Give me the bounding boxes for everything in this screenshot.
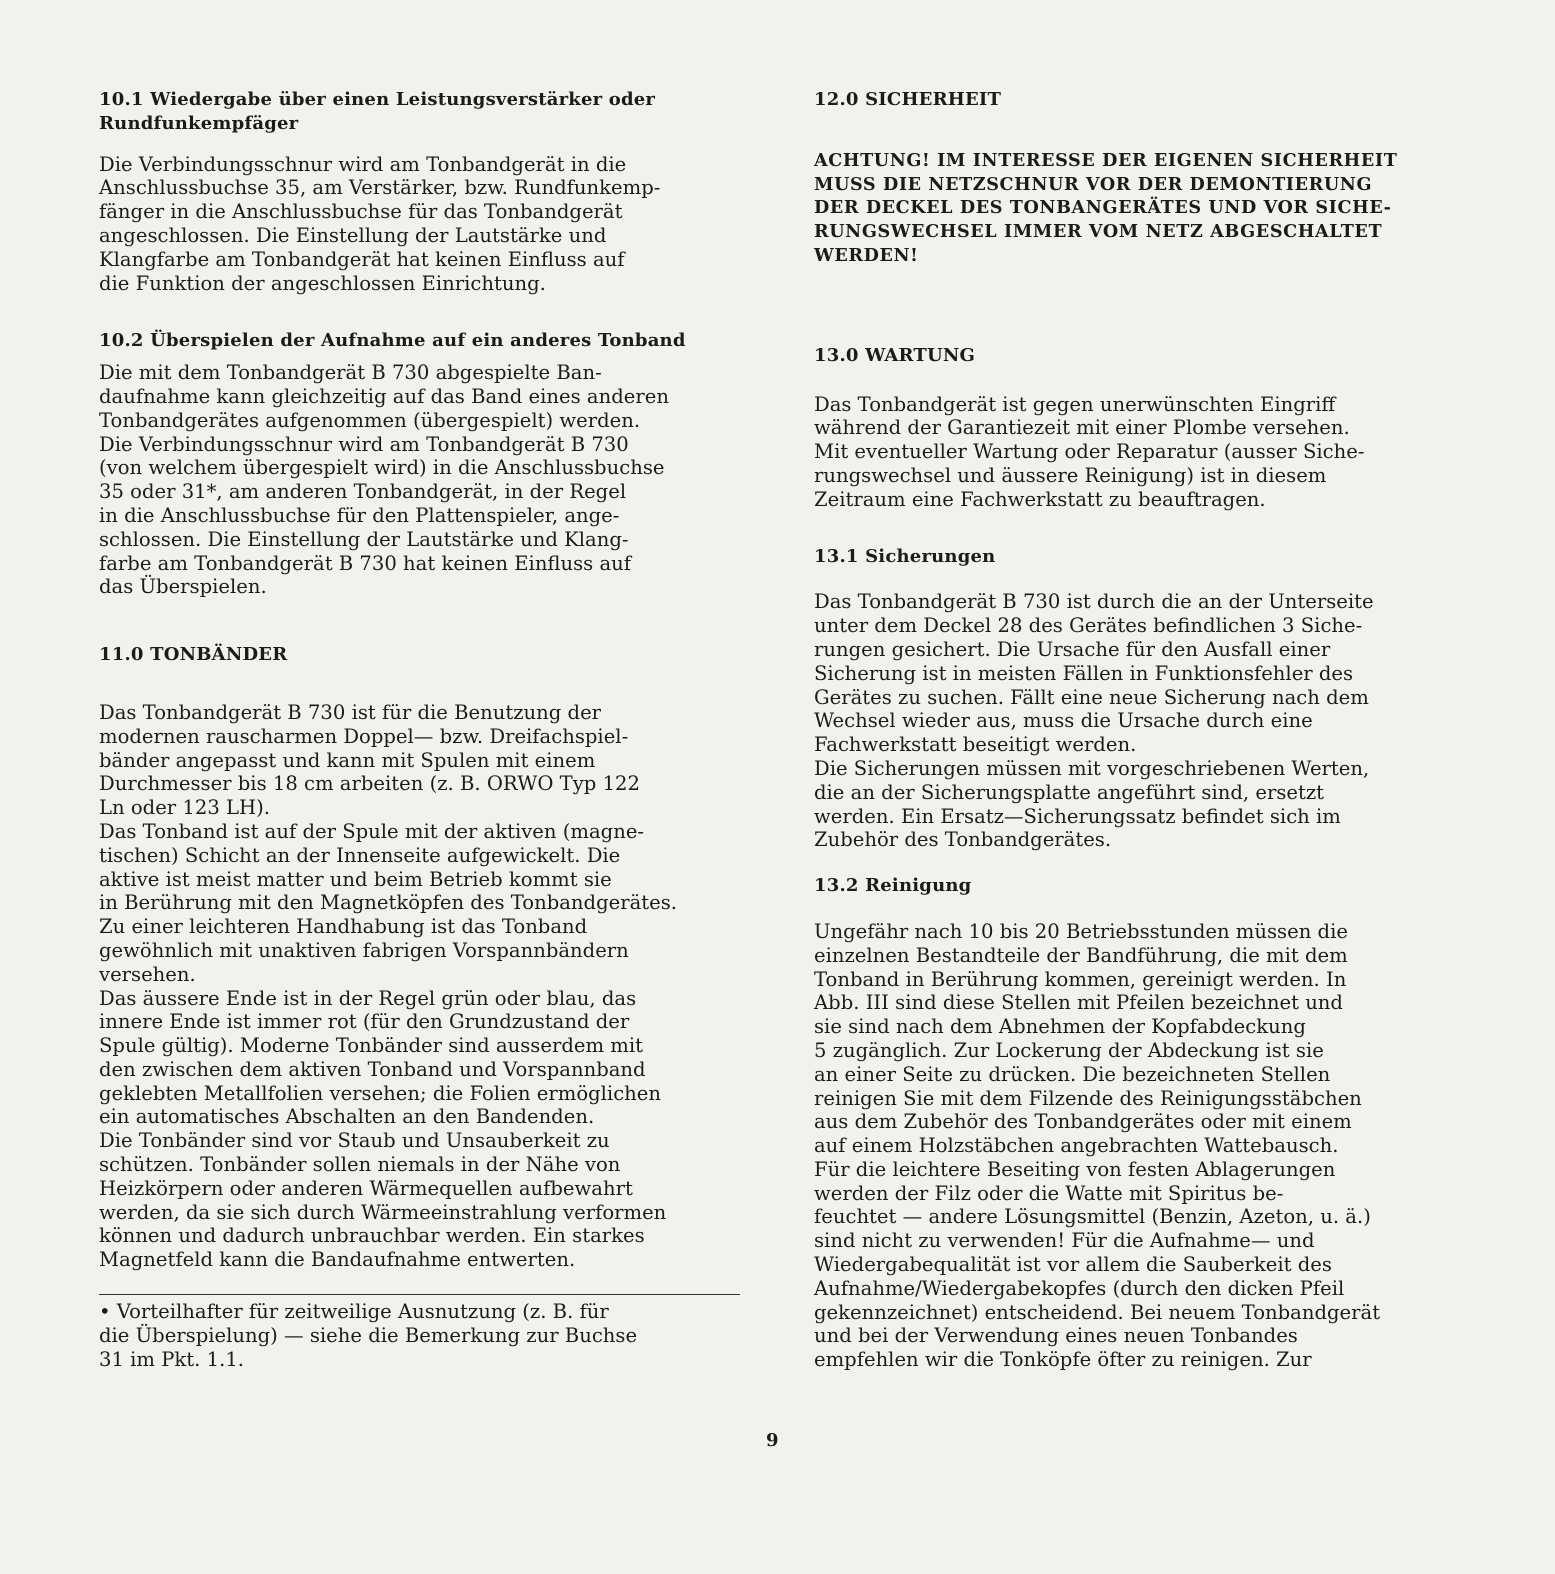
section-10-1-text: Die Verbindungsschnur wird am Tonbandgerät in die Anschlussbuchse 35, am Verstärker, bzw. Rundfunkemp- fänger in die Anschlussbuchse für das Tonbandgerät angeschlossen. Die Einstellung der Lautstärke und Klangfarbe am Tonbandgerät hat keinen Einfluss auf die Funktion der angeschlossen Einrichtung. [99, 152, 661, 295]
section-10-2-text: Die mit dem Tonbandgerät B 730 abgespielte Ban- daufnahme kann gleichzeitig auf das Band eines anderen Tonbandgerätes aufgenommen (übergespielt) werden. Die Verbindungsschnur wird am Tonbandgerät B 730 (von welchem übergespielt wird) in die Anschlussbuchse 35 oder 31*, am anderen Tonbandgerät, in der Regel in die Anschlussbuchse für den Plattenspieler, ange- schlossen. Die Einstellung der Lautstärke und Klang- farbe am Tonbandgerät B 730 hat keinen Einfluss auf das Überspielen. [99, 361, 669, 599]
section-13-heading: 13.0 WARTUNG [814, 344, 976, 366]
footnote: • Vorteilhafter für zeitweilige Ausnutzung (z. B. für die Überspielung) — siehe die Bemerkung zur Buchse 31 im Pkt. 1.1. [99, 1300, 638, 1371]
section-13-2-text: Ungefähr nach 10 bis 20 Betriebsstunden müssen die einzelnen Bestandteile der Bandführung, die mit dem Tonband in Berührung kommen, gereinigt werden. In Abb. III sind diese Stellen mit Pfeilen bezeichnet und sie sind nach dem Abnehmen der Kopfabdeckung 5 zugänglich. Zur Lockerung der Abdeckung ist sie an einer Seite zu drücken. Die bezeichneten Stellen reinigen Sie mit dem Filzende des Reinigungsstäbchen aus dem Zubehör des Tonbandgerätes oder mit einem auf einem Holzstäbchen angebrachten Wattebausch. Für die leichtere Beseiting von festen Ablagerungen werden der Filz oder die Watte mit Spiritus be- feuchtet — andere Lösungsmittel (Benzin, Azeton, u. ä.) sind nicht zu verwenden! Für die Aufnahme— und Wiedergabequalität ist vor allem die Sauberkeit des Aufnahme/Wiedergabekopfes (durch den dicken Pfeil gekennzeichnet) entscheidend. Bei neuem Tonbandgerät und bei der Verwendung eines neuen Tonbandes empfehlen wir die Tonköpfe öfter zu reinigen. Zur [814, 919, 1381, 1372]
page-number: 9 [766, 1430, 779, 1451]
section-13-1-heading: 13.1 Sicherungen [814, 545, 996, 567]
left-column [99, 88, 740, 1371]
section-11-heading: 11.0 TONBÄNDER [99, 644, 288, 666]
section-13-text: Das Tonbandgerät ist gegen unerwünschten Eingriff während der Garantiezeit mit einer Plombe versehen. Mit eventueller Wartung oder Reparatur (ausser Siche- rungswechsel und äussere Reinigung) ist in diesem Zeitraum eine Fachwerkstatt zu beauftragen. [814, 392, 1365, 511]
section-10-1-heading: 10.1 Wiedergabe über einen Leistungsverstärker oder Rundfunkempfäger [99, 89, 656, 134]
right-column [814, 88, 1454, 1372]
section-13-1-text: Das Tonbandgerät B 730 ist durch die an der Unterseite unter dem Deckel 28 des Gerätes befindlichen 3 Siche- rungen gesichert. Die Ursache für den Ausfall einer Sicherung ist in meisten Fällen in Funktionsfehler des Gerätes zu suchen. Fällt eine neue Sicherung nach dem Wechsel wieder aus, muss die Ursache durch eine Fachwerkstatt beseitigt werden. Die Sicherungen müssen mit vorgeschriebenen Werten, die an der Sicherungsplatte angeführt sind, ersetzt werden. Ein Ersatz—Sicherungssatz befindet sich im Zubehör des Tonbandgerätes. [814, 590, 1374, 852]
section-13-2-heading: 13.2 Reinigung [814, 875, 972, 897]
safety-warning: ACHTUNG! IM INTERESSE DER EIGENEN SICHERHEIT MUSS DIE NETZSCHNUR VOR DER DEMONTIERUNG DER DECKEL DES TONBANGERÄTES UND VOR SICHE- RUNGSWECHSEL IMMER VOM NETZ ABGESCHALTET WERDEN! [814, 149, 1398, 266]
section-11-text: Das Tonbandgerät B 730 ist für die Benutzung der modernen rauscharmen Doppel— bzw. Dreifachspiel- bänder angepasst und kann mit Spulen mit einem Durchmesser bis 18 cm arbeiten (z. B. ORWO Typ 122 Ln oder 123 LH). Das Tonband ist auf der Spule mit der aktiven (magne- tischen) Schicht an der Innenseite aufgewickelt. Die aktive ist meist matter und beim Betrieb kommt sie in Berührung mit den Magnetköpfen des Tonbandgerätes. Zu einer leichteren Handhabung ist das Tonband gewöhnlich mit unaktiven fabrigen Vorspannbändern versehen. Das äussere Ende ist in der Regel grün oder blau, das innere Ende ist immer rot (für den Grundzustand der Spule gültig). Moderne Tonbänder sind ausserdem mit den zwischen dem aktiven Tonband und Vorspannband geklebten Metallfolien versehen; die Folien ermöglichen ein automatisches Abschalten an den Bandenden. Die Tonbänder sind vor Staub und Unsauberkeit zu schützen. Tonbänder sollen niemals in der Nähe von Heizkörpern oder anderen Wärmequellen aufbewahrt werden, da sie sich durch Wärmeeinstrahlung verformen können und dadurch unbrauchbar werden. Ein starkes Magnetfeld kann die Bandaufnahme entwerten. [99, 700, 678, 1272]
section-10-2-heading: 10.2 Überspielen der Aufnahme auf ein anderes Tonband [99, 330, 686, 352]
section-12-heading: 12.0 SICHERHEIT [814, 89, 1002, 110]
